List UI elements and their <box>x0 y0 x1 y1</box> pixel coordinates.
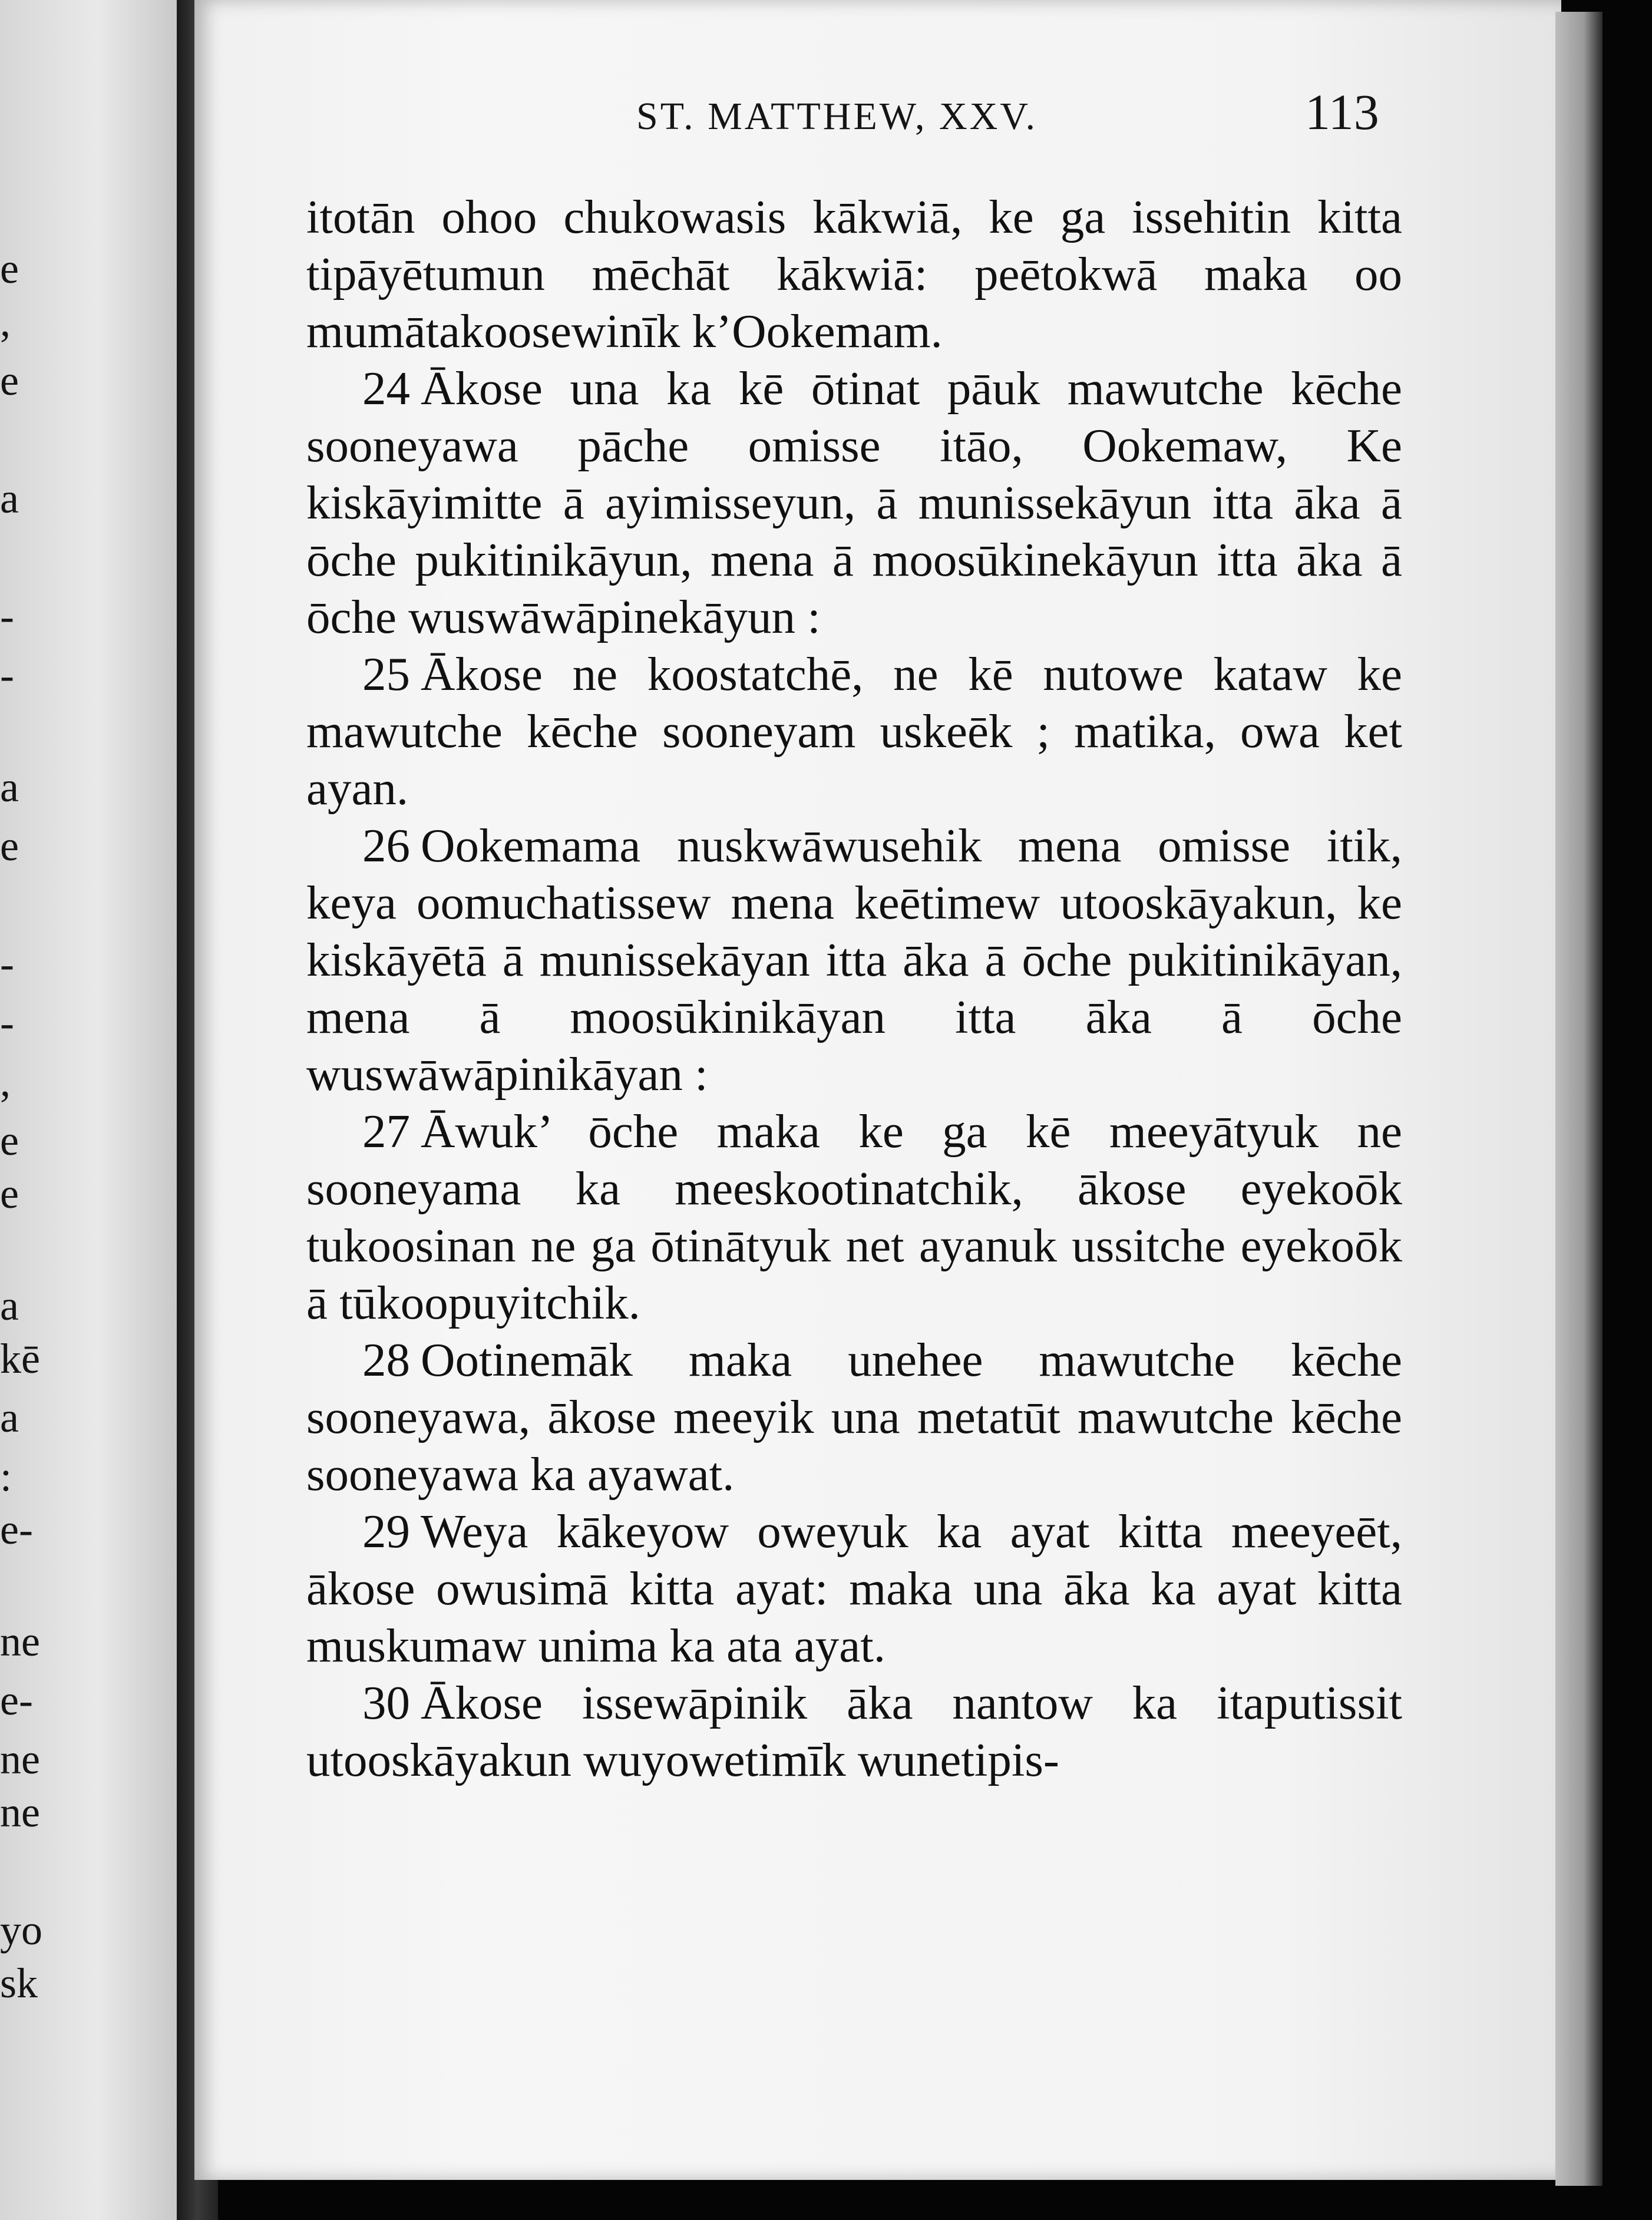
facing-page-fragment: ne <box>0 1618 40 1665</box>
verse-number: 28 <box>362 1333 410 1386</box>
scripture-text <box>306 189 1402 1789</box>
verse-number: 24 <box>362 362 410 415</box>
verse <box>306 646 1402 817</box>
facing-page-fragment: e- <box>0 1677 33 1724</box>
verse-text: Ootinemāk maka unehee mawutche kēche sooneyawa, ākose meeyik una metatūt mawutche kēche sooneyawa ka ayawat. <box>306 1333 1402 1501</box>
verse <box>306 817 1402 1103</box>
facing-page-fragment: - <box>0 652 14 699</box>
facing-page-fragment: , <box>0 298 11 345</box>
verse <box>306 1332 1402 1503</box>
verse-number: 29 <box>362 1505 410 1558</box>
verse-text: Ākose issewāpinik āka nantow ka itaputissit utooskāyakun wuyowetimīk wunetipis- <box>306 1676 1402 1786</box>
page-number: 113 <box>1305 84 1379 140</box>
verse-text: Ookemama nuskwāwusehik mena omisse itik, keya oomuchatissew mena keētimew utooskāyakun, ke kiskāyētā ā munissekāyan itta āka ā ōche pukitinikāyan, mena ā moosūkinikāyan itta āka ā ōche wuswāwāpinikāyan : <box>306 819 1402 1101</box>
facing-page-fragment: a <box>0 764 19 811</box>
facing-page-fragment: - <box>0 593 14 640</box>
facing-page-fragment: - <box>0 940 14 987</box>
facing-page-fragment: a <box>0 475 19 522</box>
verse-number: 26 <box>362 819 410 872</box>
facing-page-fragment: , <box>0 1058 11 1105</box>
facing-page-fragment: e <box>0 1117 19 1164</box>
facing-page-fragment: e <box>0 245 19 292</box>
verse <box>306 1674 1402 1789</box>
facing-page-fragment: ne <box>0 1736 40 1783</box>
verse-number: 25 <box>362 648 410 701</box>
verse-number: 27 <box>362 1105 410 1158</box>
facing-page-fragment: - <box>0 999 14 1046</box>
facing-page-fragment: kē <box>0 1335 40 1382</box>
facing-page-fragment: : <box>0 1453 12 1500</box>
verse-text: Ākose una ka kē ōtinat pāuk mawutche kēche sooneyawa pāche omisse itāo, Ookemaw, Ke kiskāyimitte ā ayimisseyun, ā munissekāyun itta āka ā ōche pukitinikāyun, mena ā moosūkinekāyun itta āka ā ōche wuswāwāpinekāyun : <box>306 362 1402 643</box>
facing-page-left <box>0 0 177 2220</box>
opening-paragraph: itotān ohoo chukowasis kākwiā, ke ga issehitin kitta tipāyētumun mēchāt kākwiā: peētokwā maka oo mumātakoosewinīk k’Ookemam. <box>306 190 1402 358</box>
verse-number: 30 <box>362 1676 410 1729</box>
verse-text: Āwuk’ ōche maka ke ga kē meeyātyuk ne sooneyama ka meeskootinatchik, ākose eyekoōk tukoosinan ne ga ōtinātyuk net ayanuk ussitche eyekoōk ā tūkoopuyitchik. <box>306 1105 1402 1329</box>
facing-page-fragment: a <box>0 1282 19 1329</box>
page-edge <box>1555 12 1603 2186</box>
facing-page-fragment: e- <box>0 1506 33 1553</box>
facing-page-fragment: e <box>0 822 19 870</box>
facing-page-fragment: ne <box>0 1789 40 1836</box>
verse-text: Ākose ne koostatchē, ne kē nutowe kataw ke mawutche kēche sooneyam uskeēk ; matika, owa ket ayan. <box>306 648 1402 815</box>
facing-page-fragment: sk <box>0 1960 38 2007</box>
verse <box>306 1103 1402 1332</box>
facing-page-fragment: a <box>0 1394 19 1441</box>
verse-text: Weya kākeyow oweyuk ka ayat kitta meeyeēt, ākose owusimā kitta ayat: maka una āka ka ayat kitta muskumaw unima ka ata ayat. <box>306 1505 1402 1672</box>
verse <box>306 1503 1402 1674</box>
facing-page-fragment: yo <box>0 1907 42 1954</box>
facing-page-fragment: e <box>0 1170 19 1217</box>
facing-page-fragment: e <box>0 357 19 404</box>
running-head: ST. MATTHEW, XXV. <box>636 95 1038 138</box>
verse <box>306 360 1402 646</box>
